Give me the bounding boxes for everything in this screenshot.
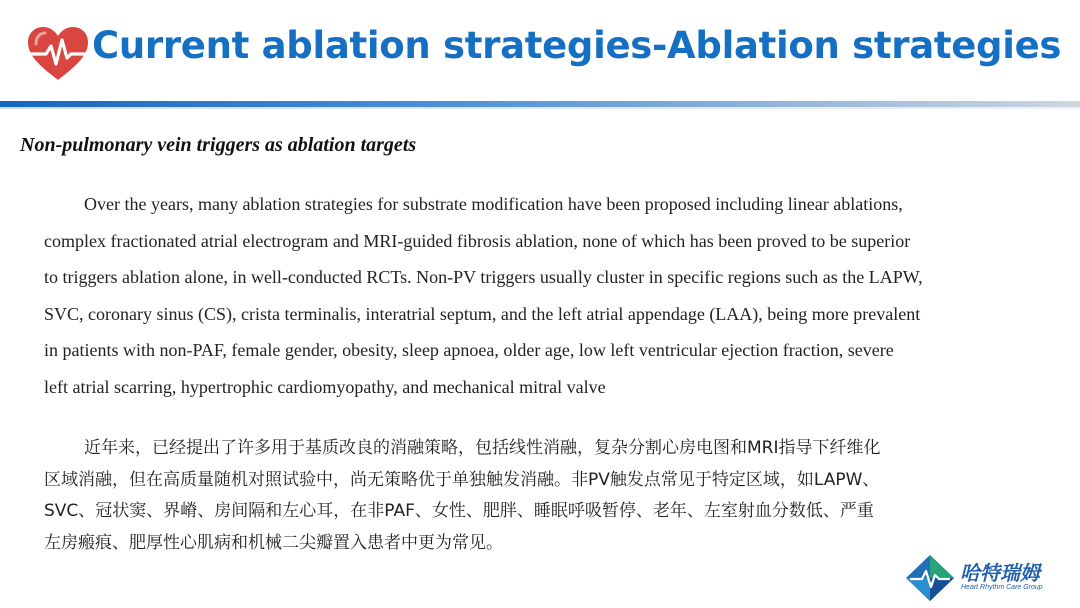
chinese-line: 左房瘢痕、肥厚性心肌病和机械二尖瓣置入患者中更为常见。 [44, 532, 503, 553]
english-line: in patients with non-PAF, female gender, obesity, sleep apnoea, older age, low left ventricular ejection fraction, severe [44, 340, 894, 361]
english-line: complex fractionated atrial electrogram and MRI-guided fibrosis ablation, none of which has been proved to be superior [44, 230, 911, 251]
english-line: SVC, coronary sinus (CS), crista terminalis, interatrial septum, and the left atrial appendage (LAA), being more prevalent [44, 303, 921, 324]
english-line: left atrial scarring, hypertrophic cardiomyopathy, and mechanical mitral valve [44, 376, 606, 397]
english-line: Over the years, many ablation strategies for substrate modification have been proposed including linear ablations, [84, 194, 903, 214]
company-logo [904, 553, 1074, 603]
chinese-line: SVC、冠状窦、界嵴、房间隔和左心耳，在非PAF、女性、肥胖、睡眠呼吸暂停、老年、左室射血分数低、严重 [44, 501, 874, 521]
chinese-line: 近年来，已经提出了许多用于基质改良的消融策略，包括线性消融，复杂分割心房电图和MRI指导下纤维化 [84, 438, 881, 458]
heart-ecg-icon [26, 26, 90, 82]
logo-name-cn: 哈特瑞姆 [960, 561, 1040, 585]
header-divider-shadow [0, 107, 1080, 109]
section-subtitle: Non-pulmonary vein triggers as ablation targets [20, 134, 417, 156]
english-paragraph [44, 186, 1034, 406]
logo-name-en: Heart Rhythm Care Group [961, 584, 1043, 591]
english-line: to triggers ablation alone, in well-conducted RCTs. Non-PV triggers usually cluster in specific regions such as the LAPW, [44, 267, 923, 288]
diamond-logo-icon [904, 553, 956, 603]
slide-title: Current ablation strategies-Ablation strategies [92, 24, 1062, 67]
slide-header [0, 0, 1080, 108]
chinese-line: 区域消融，但在高质量随机对照试验中，尚无策略优于单独触发消融。非PV触发点常见于特定区域，如LAPW、 [44, 469, 880, 490]
chinese-paragraph [44, 433, 1044, 559]
